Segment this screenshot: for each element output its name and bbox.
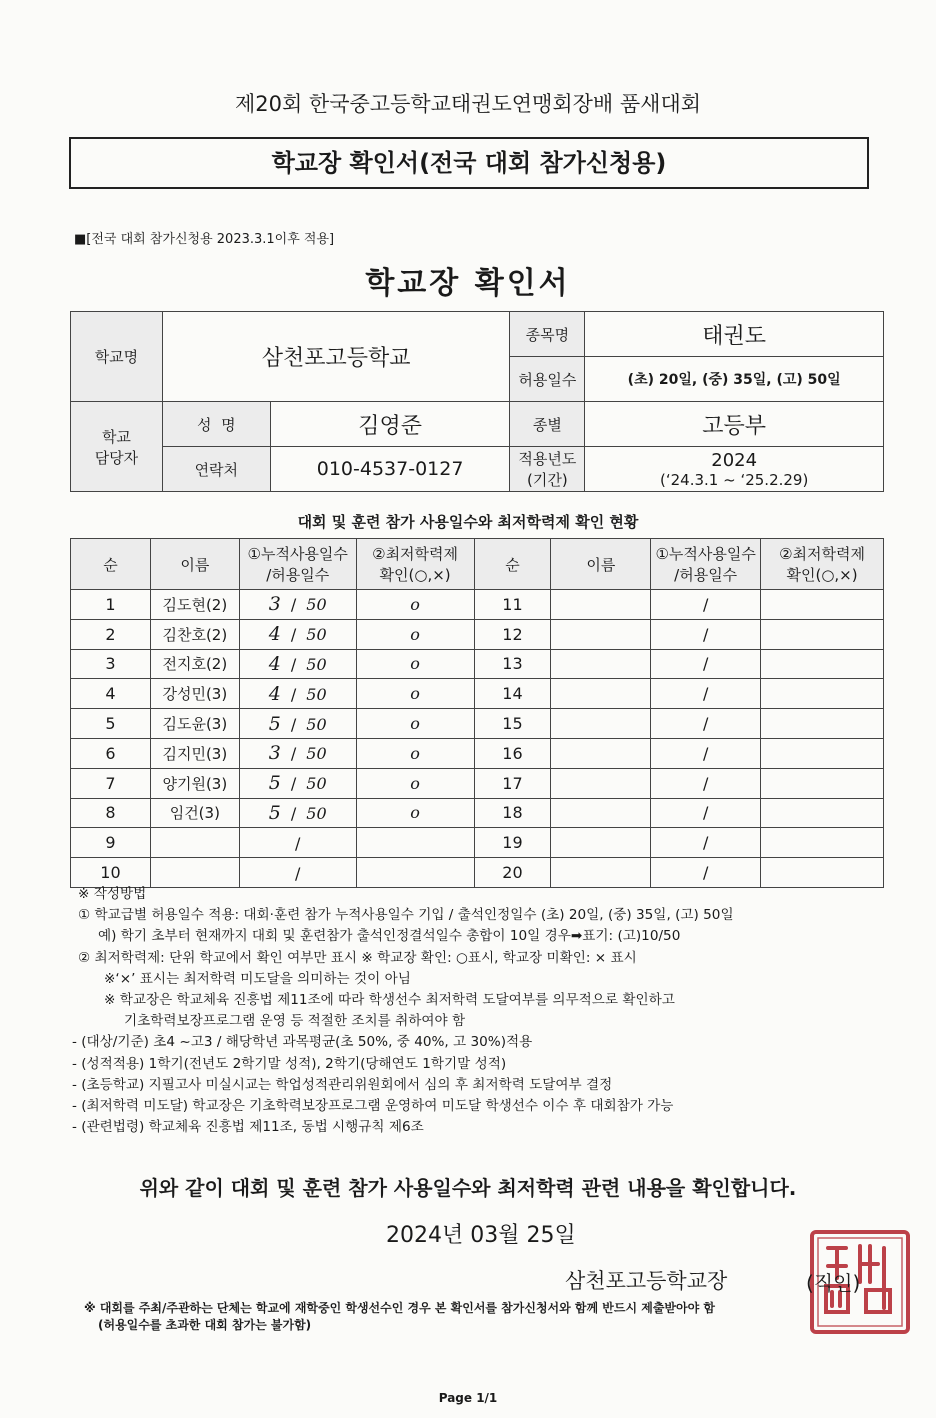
status-title: 대회 및 훈련 참가 사용일수와 최저학력제 확인 현황 — [297, 513, 639, 531]
manager-label-2: 담당자 — [94, 448, 139, 467]
days-slash: / — [290, 774, 297, 794]
row-name-right — [551, 590, 651, 620]
days-slash: / — [290, 595, 297, 615]
row-days-right: / — [651, 590, 761, 620]
footer-note-1: ※ 대회를 주최/주관하는 단체는 학교에 재학중인 학생선수인 경우 본 확인서를 참가신청서와 함께 반드시 제출받아야 함 — [84, 1301, 715, 1315]
row-no: 2 — [71, 619, 151, 649]
application-note: ■[전국 대회 참가신청용 2023.3.1이후 적용] — [74, 232, 335, 247]
header-grade-2: 확인(○,×) — [379, 566, 451, 584]
row-name: 전지호(2) — [150, 649, 239, 679]
row-name: 김찬호(2) — [150, 619, 239, 649]
table-row — [71, 798, 884, 828]
year-period: (‘24.3.1 ~ ‘25.2.29) — [660, 470, 809, 489]
days-slash: / — [290, 714, 297, 734]
athlete-table — [70, 538, 884, 888]
row-days — [239, 590, 356, 620]
row-days — [239, 679, 356, 709]
row-no-right: 17 — [474, 768, 551, 798]
note-2-sub: ※‘×’ 표시는 최저학력 미도달을 의미하는 것이 아님 — [104, 970, 411, 987]
row-name-right — [551, 738, 651, 768]
row-name: 김도윤(3) — [150, 709, 239, 739]
row-check-right — [761, 768, 884, 798]
row-check — [356, 828, 474, 858]
used-days: 4 — [268, 652, 281, 675]
row-days — [239, 858, 356, 888]
row-check-right — [761, 679, 884, 709]
row-name-right — [551, 828, 651, 858]
table-header-row — [71, 539, 884, 590]
detail-4: - (최저학력 미도달) 학교장은 기초학력보장프로그램 운영하여 미도달 학생선수 이수 후 대회참가 가능 — [72, 1098, 674, 1115]
table-row — [71, 590, 884, 620]
page-number: Page 1/1 — [438, 1391, 498, 1405]
detail-1: - (대상/기준) 초4 ~고3 / 해당학년 과목평균(초 50%, 중 40%, 고 30%)적용 — [72, 1034, 533, 1051]
allowed-days: 50 — [306, 744, 327, 764]
writing-instructions — [72, 884, 878, 1138]
row-check: o — [356, 649, 474, 679]
seal-label: (직인) — [806, 1271, 861, 1295]
row-name: 김지민(3) — [150, 738, 239, 768]
allowed-days-value: (초) 20일, (중) 35일, (고) 50일 — [585, 357, 884, 402]
allowed-days: 50 — [306, 595, 327, 615]
notes-heading: ※ 작성방법 — [78, 886, 147, 902]
row-check: o — [356, 798, 474, 828]
row-days-right: / — [651, 709, 761, 739]
header-grade-right — [761, 539, 884, 590]
row-no: 8 — [71, 798, 151, 828]
note-2: ② 최저학력제: 단위 학교에서 확인 여부만 표시 ※ 학교장 확인: ○표시, 학교장 미확인: × 표시 — [78, 949, 637, 966]
row-check: o — [356, 590, 474, 620]
note-3: ※ 학교장은 학교체육 진흥법 제11조에 따라 학생선수 최저학력 도달여부를 의무적으로 확인하고 — [104, 992, 675, 1009]
row-check: o — [356, 619, 474, 649]
row-name: 양기원(3) — [150, 768, 239, 798]
header-grade — [356, 539, 474, 590]
row-no-right: 15 — [474, 709, 551, 739]
used-days: 5 — [268, 772, 281, 795]
note-1-example: 예) 학기 초부터 현재까지 대회 및 훈련참가 출석인정결석일수 총합이 10일 경우➡표기: (고)10/50 — [98, 928, 681, 945]
division-value: 고등부 — [585, 402, 884, 447]
header-grade-2-right: 확인(○,×) — [786, 566, 858, 584]
row-days — [239, 709, 356, 739]
manager-label — [71, 402, 163, 492]
row-check-right — [761, 858, 884, 888]
row-days-right: / — [651, 649, 761, 679]
row-no: 5 — [71, 709, 151, 739]
row-no-right: 20 — [474, 858, 551, 888]
confirmation-statement: 위와 같이 대회 및 훈련 참가 사용일수와 최저학력 관련 내용을 확인합니다. — [139, 1176, 797, 1200]
row-no-right: 14 — [474, 679, 551, 709]
days-slash: / — [290, 744, 297, 764]
row-check-right — [761, 649, 884, 679]
row-name — [150, 828, 239, 858]
days-slash: / — [290, 654, 297, 674]
row-no: 10 — [71, 858, 151, 888]
table-row — [71, 768, 884, 798]
note-3-sub: 기초학력보장프로그램 운영 등 적절한 조치를 취하여야 함 — [124, 1013, 466, 1030]
row-check: o — [356, 768, 474, 798]
used-days: 3 — [268, 742, 281, 765]
year-cell — [585, 447, 884, 492]
header-no-2: 순 — [474, 539, 551, 590]
name-label: 성 명 — [162, 402, 270, 447]
row-no-right: 19 — [474, 828, 551, 858]
row-no-right: 16 — [474, 738, 551, 768]
row-check-right — [761, 590, 884, 620]
table-row — [71, 828, 884, 858]
row-days — [239, 649, 356, 679]
detail-3: - (초등학교) 지필고사 미실시교는 학업성적관리위원회에서 심의 후 최저학력 도달여부 결정 — [72, 1076, 613, 1093]
sport-value: 태권도 — [585, 312, 884, 357]
detail-2: - (성적적용) 1학기(전년도 2학기말 성적), 2학기(당해연도 1학기말 성적) — [72, 1055, 507, 1072]
detail-5: - (관련법령) 학교체육 진흥법 제11조, 동법 시행규칙 제6조 — [72, 1119, 424, 1136]
days-slash: / — [290, 625, 297, 645]
allowed-days: 50 — [306, 625, 327, 645]
footer-note — [84, 1300, 904, 1334]
contact-value: 010-4537-0127 — [270, 447, 510, 492]
principal-name: 삼천포고등학교장 — [565, 1269, 728, 1293]
allowed-days-label: 허용일수 — [510, 357, 585, 402]
row-name: 강성민(3) — [150, 679, 239, 709]
allowed-days: 50 — [306, 684, 327, 704]
event-title: 제20회 한국중고등학교태권도연맹회장배 품새대회 — [234, 92, 702, 116]
division-label: 종별 — [510, 402, 585, 447]
year-label — [510, 447, 585, 492]
allowed-days: 50 — [306, 774, 327, 794]
row-days-right: / — [651, 798, 761, 828]
table-row — [71, 679, 884, 709]
allowed-days: 50 — [306, 714, 327, 734]
header-days-2-right: /허용일수 — [674, 566, 738, 584]
used-days: 5 — [268, 712, 281, 735]
header-grade-1: ②최저학력제 — [372, 545, 459, 563]
header-grade-1-right: ②최저학력제 — [779, 545, 865, 563]
row-check-right — [761, 738, 884, 768]
row-no: 7 — [71, 768, 151, 798]
row-days — [239, 798, 356, 828]
allowed-days: 50 — [306, 803, 327, 823]
header-days-1-right: ①누적사용일수 — [655, 545, 756, 563]
row-no-right: 11 — [474, 590, 551, 620]
row-name — [150, 858, 239, 888]
row-days — [239, 619, 356, 649]
table-row — [71, 619, 884, 649]
row-days-right: / — [651, 619, 761, 649]
row-name-right — [551, 619, 651, 649]
year-label-1: 적용년도 — [518, 450, 577, 468]
school-label: 학교명 — [71, 312, 163, 402]
row-no: 9 — [71, 828, 151, 858]
days-slash: / — [295, 863, 301, 883]
row-name: 임건(3) — [150, 798, 239, 828]
row-days-right: / — [651, 858, 761, 888]
info-table — [70, 311, 884, 492]
form-banner: 학교장 확인서(전국 대회 참가신청용) — [69, 137, 869, 189]
days-slash: / — [290, 684, 297, 704]
row-check — [356, 858, 474, 888]
header-days — [239, 539, 356, 590]
table-row — [71, 709, 884, 739]
header-name-2: 이름 — [551, 539, 651, 590]
row-name-right — [551, 798, 651, 828]
school-value: 삼천포고등학교 — [162, 312, 510, 402]
document-date: 2024년 03월 25일 — [386, 1223, 576, 1248]
used-days: 4 — [268, 623, 281, 646]
used-days: 5 — [268, 801, 281, 824]
row-check: o — [356, 738, 474, 768]
sport-label: 종목명 — [510, 312, 585, 357]
header-days-2: /허용일수 — [266, 566, 330, 584]
row-days — [239, 768, 356, 798]
row-check-right — [761, 619, 884, 649]
row-days-right: / — [651, 738, 761, 768]
row-no: 1 — [71, 590, 151, 620]
note-1: ① 학교급별 허용일수 적용: 대회·훈련 참가 누적사용일수 기입 / 출석인정일수 (초) 20일, (중) 35일, (고) 50일 — [78, 907, 734, 924]
year-value: 2024 — [711, 449, 758, 471]
row-no-right: 13 — [474, 649, 551, 679]
row-name-right — [551, 649, 651, 679]
row-name-right — [551, 768, 651, 798]
days-slash: / — [295, 833, 301, 853]
name-value: 김영준 — [270, 402, 510, 447]
row-days-right: / — [651, 768, 761, 798]
row-no: 3 — [71, 649, 151, 679]
table-row — [71, 858, 884, 888]
row-days — [239, 828, 356, 858]
days-slash: / — [290, 803, 297, 823]
header-name: 이름 — [150, 539, 239, 590]
header-days-right — [651, 539, 761, 590]
row-no: 4 — [71, 679, 151, 709]
document-title: 학교장 확인서 — [365, 266, 571, 301]
table-row — [71, 649, 884, 679]
header-days-1: ①누적사용일수 — [247, 545, 348, 563]
row-no-right: 18 — [474, 798, 551, 828]
used-days: 4 — [268, 682, 281, 705]
header-no: 순 — [71, 539, 151, 590]
row-days-right: / — [651, 679, 761, 709]
manager-label-1: 학교 — [101, 427, 131, 446]
allowed-days: 50 — [306, 654, 327, 674]
row-name-right — [551, 709, 651, 739]
row-check-right — [761, 709, 884, 739]
used-days: 3 — [268, 593, 281, 616]
row-name-right — [551, 679, 651, 709]
row-no-right: 12 — [474, 619, 551, 649]
footer-note-2: (허용일수를 초과한 대회 참가는 불가함) — [98, 1318, 312, 1332]
row-name-right — [551, 858, 651, 888]
row-name: 김도현(2) — [150, 590, 239, 620]
row-days-right: / — [651, 828, 761, 858]
row-check-right — [761, 798, 884, 828]
row-check-right — [761, 828, 884, 858]
row-check: o — [356, 679, 474, 709]
contact-label: 연락처 — [162, 447, 270, 492]
table-row — [71, 738, 884, 768]
row-check: o — [356, 709, 474, 739]
row-no: 6 — [71, 738, 151, 768]
row-days — [239, 738, 356, 768]
year-label-2: (기간) — [527, 471, 568, 489]
